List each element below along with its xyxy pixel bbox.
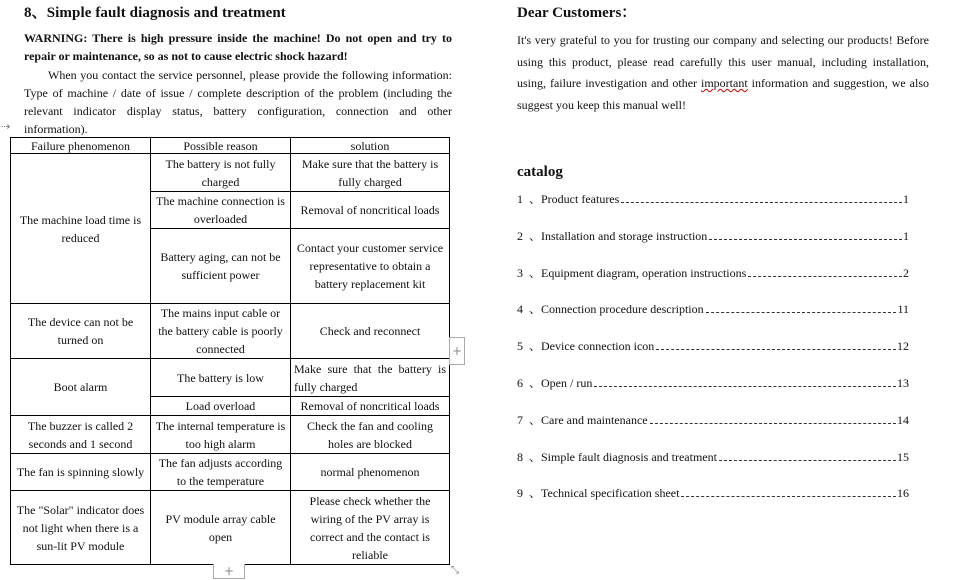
solution-cell: Removal of noncritical loads: [291, 192, 450, 229]
solution-cell: Contact your customer service representative to obtain a battery replacement kit: [291, 229, 450, 304]
reason-cell: The fan adjusts according to the temperature: [151, 454, 291, 491]
section-heading: 8、Simple fault diagnosis and treatment: [24, 5, 286, 21]
spellcheck-word: important: [701, 76, 748, 90]
toc-title: Care and maintenance: [541, 412, 648, 427]
toc-item-1[interactable]: [517, 190, 909, 227]
toc-title: Open / run: [541, 375, 593, 390]
toc-number: 1: [517, 192, 523, 206]
toc-number: 4: [517, 302, 523, 317]
toc-leader: [656, 348, 896, 350]
table-row: [11, 154, 450, 192]
toc-page: 15: [897, 449, 909, 464]
toc-item-6[interactable]: [517, 374, 909, 411]
solution-cell: Removal of noncritical loads: [291, 397, 450, 416]
phenomenon-cell: The buzzer is called 2 seconds and 1 second: [11, 416, 151, 454]
reason-cell: Battery aging, can not be sufficient power: [151, 229, 291, 304]
fault-table: [10, 137, 450, 565]
table-row: [11, 416, 450, 454]
toc-item-5[interactable]: [517, 337, 909, 374]
contact-paragraph: When you contact the service personnel, please provide the following information: Type of machine / date of issue / complete description of the problem (including the relevant indicator display status, battery configuration, connection and other information).: [24, 68, 452, 136]
toc-separator: 、: [529, 192, 542, 206]
toc-number: 3: [517, 265, 523, 280]
intro-paragraph: [517, 30, 929, 116]
toc-page: 2: [903, 265, 909, 280]
toc-leader: [709, 238, 902, 240]
solution-cell: Make sure that the battery is fully charged: [291, 359, 450, 397]
toc-page: 12: [897, 339, 909, 354]
warning-text: WARNING: There is high pressure inside the machine! Do not open and try to repair or maintenance, so as not to cause electric shock hazard!: [24, 31, 452, 63]
toc-leader: [706, 311, 897, 313]
phenomenon-cell: The machine load time is reduced: [11, 154, 151, 304]
header-reason: Possible reason: [151, 138, 291, 154]
toc-leader: [594, 385, 896, 387]
solution-cell: Check the fan and cooling holes are blocked: [291, 416, 450, 454]
move-handle-icon[interactable]: ⇢: [1, 120, 11, 133]
toc-number: 8: [517, 449, 523, 464]
table-row: [11, 359, 450, 397]
reason-cell: The battery is low: [151, 359, 291, 397]
phenomenon-cell: The "Solar" indicator does not light when there is a sun-lit PV module: [11, 491, 151, 565]
resize-handle-icon[interactable]: ⤡: [451, 565, 459, 576]
table-row: [11, 304, 450, 359]
reason-cell: The mains input cable or the battery cable is poorly connected: [151, 304, 291, 359]
toc-leader: [621, 201, 902, 203]
phenomenon-cell: The fan is spinning slowly: [11, 454, 151, 491]
toc-title: Connection procedure description: [541, 302, 704, 317]
toc-separator: 、: [529, 486, 542, 501]
toc-leader: [748, 275, 902, 277]
toc-title: Installation and storage instruction: [541, 228, 708, 243]
toc-item-7[interactable]: [517, 411, 909, 448]
toc-page: 1: [903, 192, 909, 206]
reason-cell: The machine connection is overloaded: [151, 192, 291, 229]
toc-title: Device connection icon: [541, 339, 655, 354]
toc-number: 7: [517, 412, 523, 427]
toc-item-3[interactable]: [517, 264, 909, 301]
toc-title: Equipment diagram, operation instructions: [541, 265, 747, 280]
catalog-title: catalog: [517, 164, 563, 180]
toc-leader: [719, 459, 896, 461]
header-solution: solution: [291, 138, 450, 154]
add-column-icon[interactable]: +: [449, 337, 465, 365]
solution-cell: Check and reconnect: [291, 304, 450, 359]
toc-page: 14: [897, 412, 909, 427]
reason-cell: PV module array cable open: [151, 491, 291, 565]
toc-page: 1: [903, 228, 909, 243]
toc-title: Technical specification sheet: [541, 486, 680, 501]
intro-text: It's very grateful to you for trusting our company and selecting our products! Before using this product, please read carefully this user manual, including installation, using, failure investigation and other: [517, 33, 929, 90]
solution-cell: normal phenomenon: [291, 454, 450, 491]
reason-cell: The internal temperature is too high alarm: [151, 416, 291, 454]
intro-text-end: information and suggestion, we also suggest you keep this manual well!: [517, 76, 930, 112]
toc-number: 6: [517, 375, 523, 390]
toc-item-4[interactable]: [517, 300, 909, 337]
toc-separator: 、: [529, 302, 542, 317]
toc-separator: 、: [529, 449, 542, 464]
solution-cell: Please check whether the wiring of the PV array is correct and the contact is reliable: [291, 491, 450, 565]
phenomenon-cell: The device can not be turned on: [11, 304, 151, 359]
toc-number: 9: [517, 486, 523, 501]
toc-page: 11: [897, 302, 909, 317]
solution-cell: Make sure that the battery is fully charged: [291, 154, 450, 192]
toc-item-2[interactable]: [517, 227, 909, 264]
table-row: [11, 491, 450, 565]
table-header-row: [11, 138, 450, 154]
catalog-list: [517, 190, 909, 521]
header-failure: Failure phenomenon: [11, 138, 151, 154]
toc-separator: 、: [529, 265, 542, 280]
toc-title: Simple fault diagnosis and treatment: [541, 449, 717, 464]
toc-title: Product features: [541, 192, 620, 206]
toc-page: 16: [897, 486, 909, 501]
greeting-heading: Dear Customers：: [517, 5, 637, 21]
toc-number: 2: [517, 228, 523, 243]
toc-page: 13: [897, 375, 909, 390]
toc-item-9[interactable]: [517, 484, 909, 521]
phenomenon-cell: Boot alarm: [11, 359, 151, 416]
toc-leader: [681, 495, 896, 497]
add-row-icon[interactable]: +: [213, 564, 245, 579]
right-page: [517, 0, 929, 116]
reason-cell: Load overload: [151, 397, 291, 416]
toc-separator: 、: [529, 339, 542, 354]
toc-separator: 、: [529, 412, 542, 427]
toc-separator: 、: [529, 228, 542, 243]
toc-item-8[interactable]: [517, 448, 909, 485]
reason-cell: The battery is not fully charged: [151, 154, 291, 192]
toc-separator: 、: [529, 375, 542, 390]
toc-leader: [650, 422, 896, 424]
table-row: [11, 454, 450, 491]
toc-number: 5: [517, 339, 523, 354]
left-page: [24, 0, 452, 138]
